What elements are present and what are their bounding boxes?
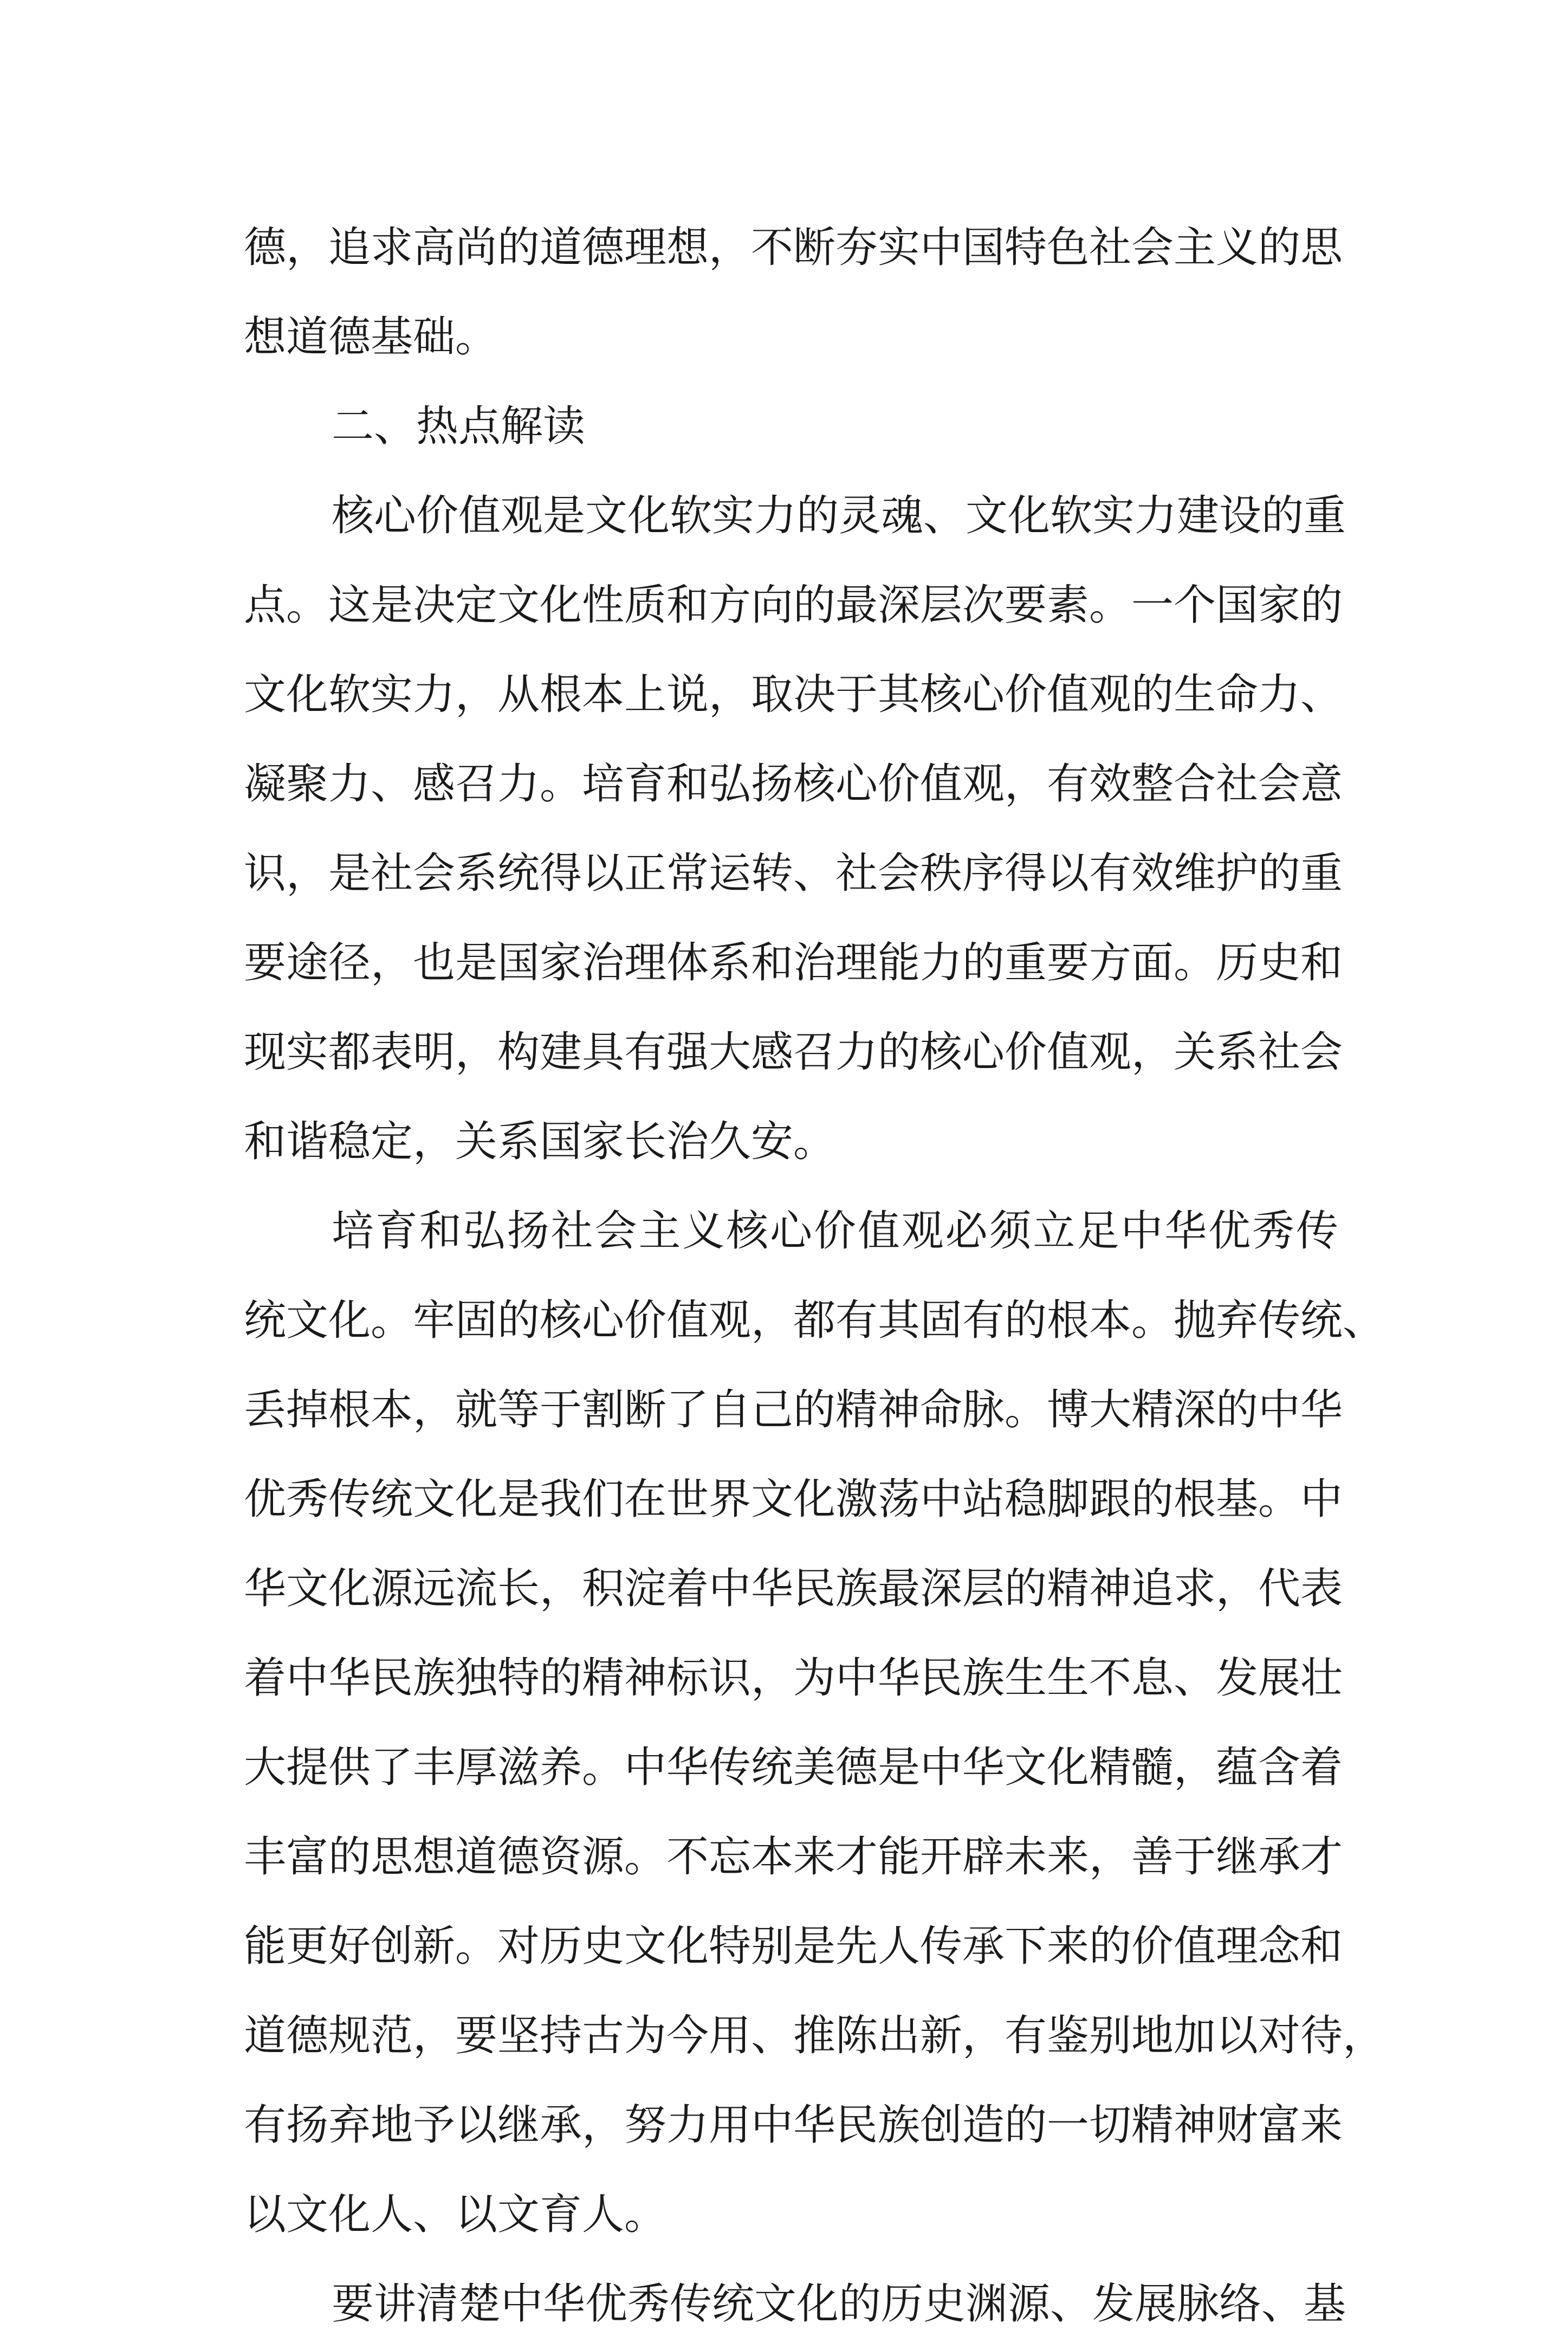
text-line: 凝聚力、感召力。培育和弘扬核心价值观，有效整合社会意: [244, 760, 1343, 808]
text-line: 华文化源远流长，积淀着中华民族最深层的精神追求，代表: [244, 1564, 1343, 1613]
paragraph-historical-origins: [244, 2260, 1346, 2349]
section-heading: 二、热点解读: [332, 402, 586, 451]
text-line: 丢掉根本，就等于割断了自己的精神命脉。博大精深的中华: [244, 1386, 1343, 1434]
text-line: 现实都表明，构建具有强大感召力的核心价值观，关系社会: [244, 1028, 1343, 1077]
text-line: 统文化。牢固的核心价值观，都有其固有的根本。抛弃传统、: [244, 1296, 1385, 1345]
text-line: 着中华民族独特的精神标识，为中华民族生生不息、发展壮: [244, 1654, 1343, 1703]
text-line: 文化软实力，从根本上说，取决于其核心价值观的生命力、: [244, 670, 1343, 719]
text-line: 能更好创新。对历史文化特别是先人传承下来的价值理念和: [244, 1922, 1343, 1971]
text-line: 和谐稳定，关系国家长治久安。: [244, 1117, 836, 1166]
text-line: 道德规范，要坚持古为今用、推陈出新，有鉴别地加以对待，: [244, 2011, 1385, 2060]
paragraph-core-values: [244, 471, 1346, 1187]
document-body: [244, 203, 1385, 2349]
text-line: 要讲清楚中华优秀传统文化的历史渊源、发展脉络、基: [332, 2280, 1346, 2328]
text-line: 要途径，也是国家治理体系和治理能力的重要方面。历史和: [244, 939, 1343, 987]
text-line: 核心价值观是文化软实力的灵魂、文化软实力建设的重: [332, 491, 1346, 540]
text-line: 德，追求高尚的道德理想，不断夯实中国特色社会主义的思: [244, 223, 1343, 272]
text-line: 以文化人、以文育人。: [244, 2190, 667, 2239]
paragraph-continued: [244, 203, 1343, 382]
text-line: 培育和弘扬社会主义核心价值观必须立足中华优秀传: [332, 1207, 1338, 1256]
text-line: 想道德基础。: [244, 313, 498, 361]
text-line: 点。这是决定文化性质和方向的最深层次要素。一个国家的: [244, 581, 1343, 630]
text-line: 有扬弃地予以继承，努力用中华民族创造的一切精神财富来: [244, 2101, 1343, 2150]
text-line: 识，是社会系统得以正常运转、社会秩序得以有效维护的重: [244, 849, 1343, 898]
text-line: 优秀传统文化是我们在世界文化激荡中站稳脚跟的根基。中: [244, 1475, 1343, 1524]
paragraph-traditional-culture: [244, 1187, 1385, 2260]
text-line: 丰富的思想道德资源。不忘本来才能开辟未来，善于继承才: [244, 1833, 1343, 1881]
text-line: 大提供了丰厚滋养。中华传统美德是中华文化精髓，蕴含着: [244, 1743, 1343, 1792]
